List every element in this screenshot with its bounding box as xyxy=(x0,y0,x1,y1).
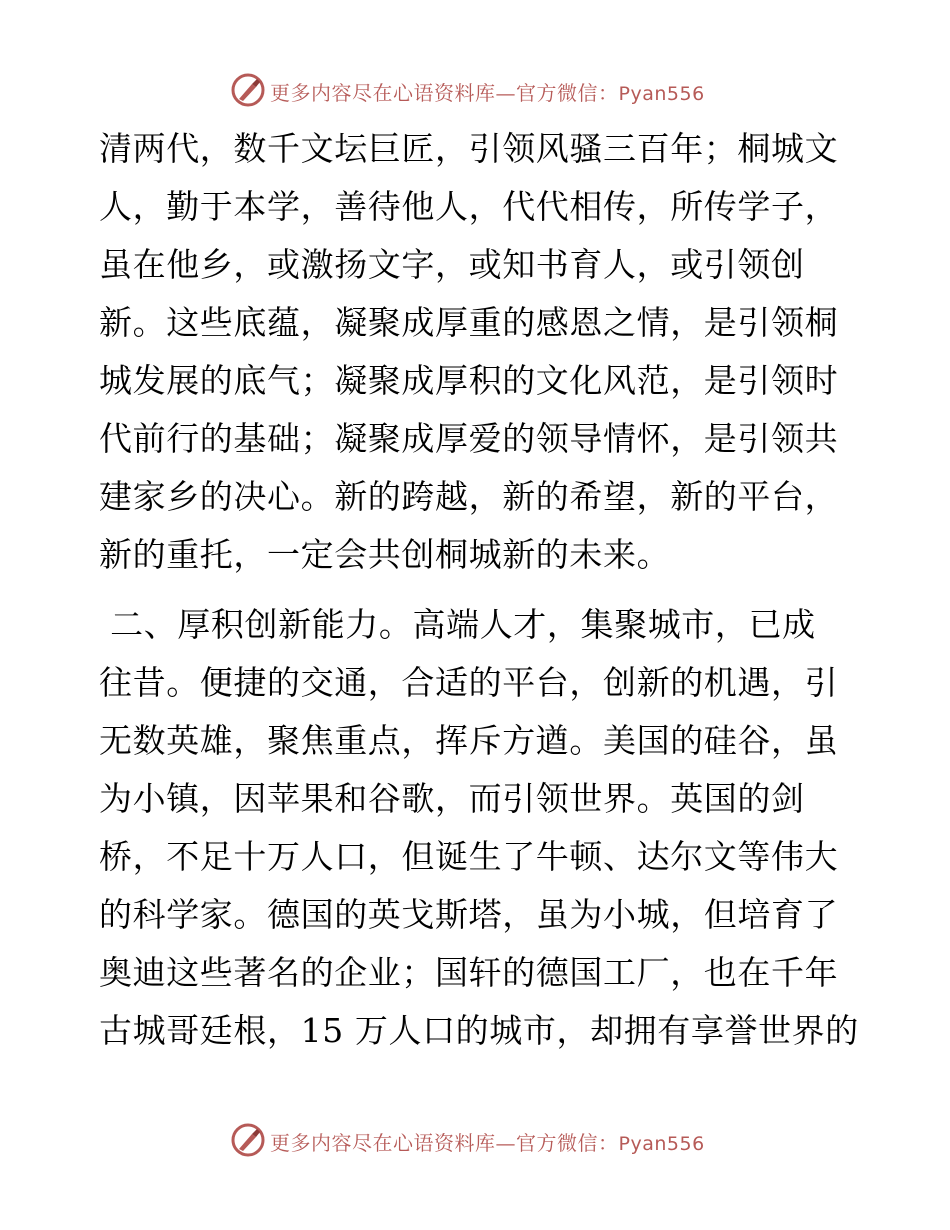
text-line: 人，勤于本学，善待他人，代代相传，所传学子， xyxy=(99,187,839,226)
text-line: 古城哥廷根，15 万人口的城市，却拥有享誉世界的 xyxy=(99,1011,859,1050)
text-line: 二、厚积创新能力。高端人才，集聚城市，已成 xyxy=(99,605,816,644)
text-line: 桥，不足十万人口，但诞生了牛顿、达尔文等伟大 xyxy=(99,837,839,876)
text-line: 无数英雄，聚焦重点，挥斥方遒。美国的硅谷，虽 xyxy=(99,721,839,760)
document-body xyxy=(99,120,859,1060)
watermark-text: 更多内容尽在心语资料库—官方微信：Pyan556 xyxy=(270,81,705,105)
text-line: 往昔。便捷的交通，合适的平台，创新的机遇，引 xyxy=(99,663,839,702)
footer-watermark xyxy=(0,1120,950,1160)
text-line: 城发展的底气；凝聚成厚积的文化风范，是引领时 xyxy=(99,361,839,400)
text-line: 新的重托，一定会共创桐城新的未来。 xyxy=(99,535,671,574)
watermark-text: 更多内容尽在心语资料库—官方微信：Pyan556 xyxy=(270,1131,705,1155)
text-line: 建家乡的决心。新的跨越，新的希望，新的平台， xyxy=(99,477,839,516)
text-line: 代前行的基础；凝聚成厚爱的领导情怀，是引领共 xyxy=(99,419,839,458)
paragraph-gap xyxy=(99,584,859,596)
header-watermark xyxy=(0,70,950,110)
pen-logo-icon xyxy=(230,72,266,108)
text-line: 新。这些底蕴，凝聚成厚重的感恩之情，是引领桐 xyxy=(99,303,839,342)
text-line: 奥迪这些著名的企业；国轩的德国工厂，也在千年 xyxy=(99,953,839,992)
text-line: 清两代，数千文坛巨匠，引领风骚三百年；桐城文 xyxy=(99,129,839,168)
text-line: 为小镇，因苹果和谷歌，而引领世界。英国的剑 xyxy=(99,779,805,818)
text-line: 的科学家。德国的英戈斯塔，虽为小城，但培育了 xyxy=(99,895,839,934)
paragraph xyxy=(99,120,859,584)
paragraph xyxy=(99,596,859,1060)
pen-logo-icon xyxy=(230,1122,266,1158)
text-line: 虽在他乡，或激扬文字，或知书育人，或引领创 xyxy=(99,245,805,284)
